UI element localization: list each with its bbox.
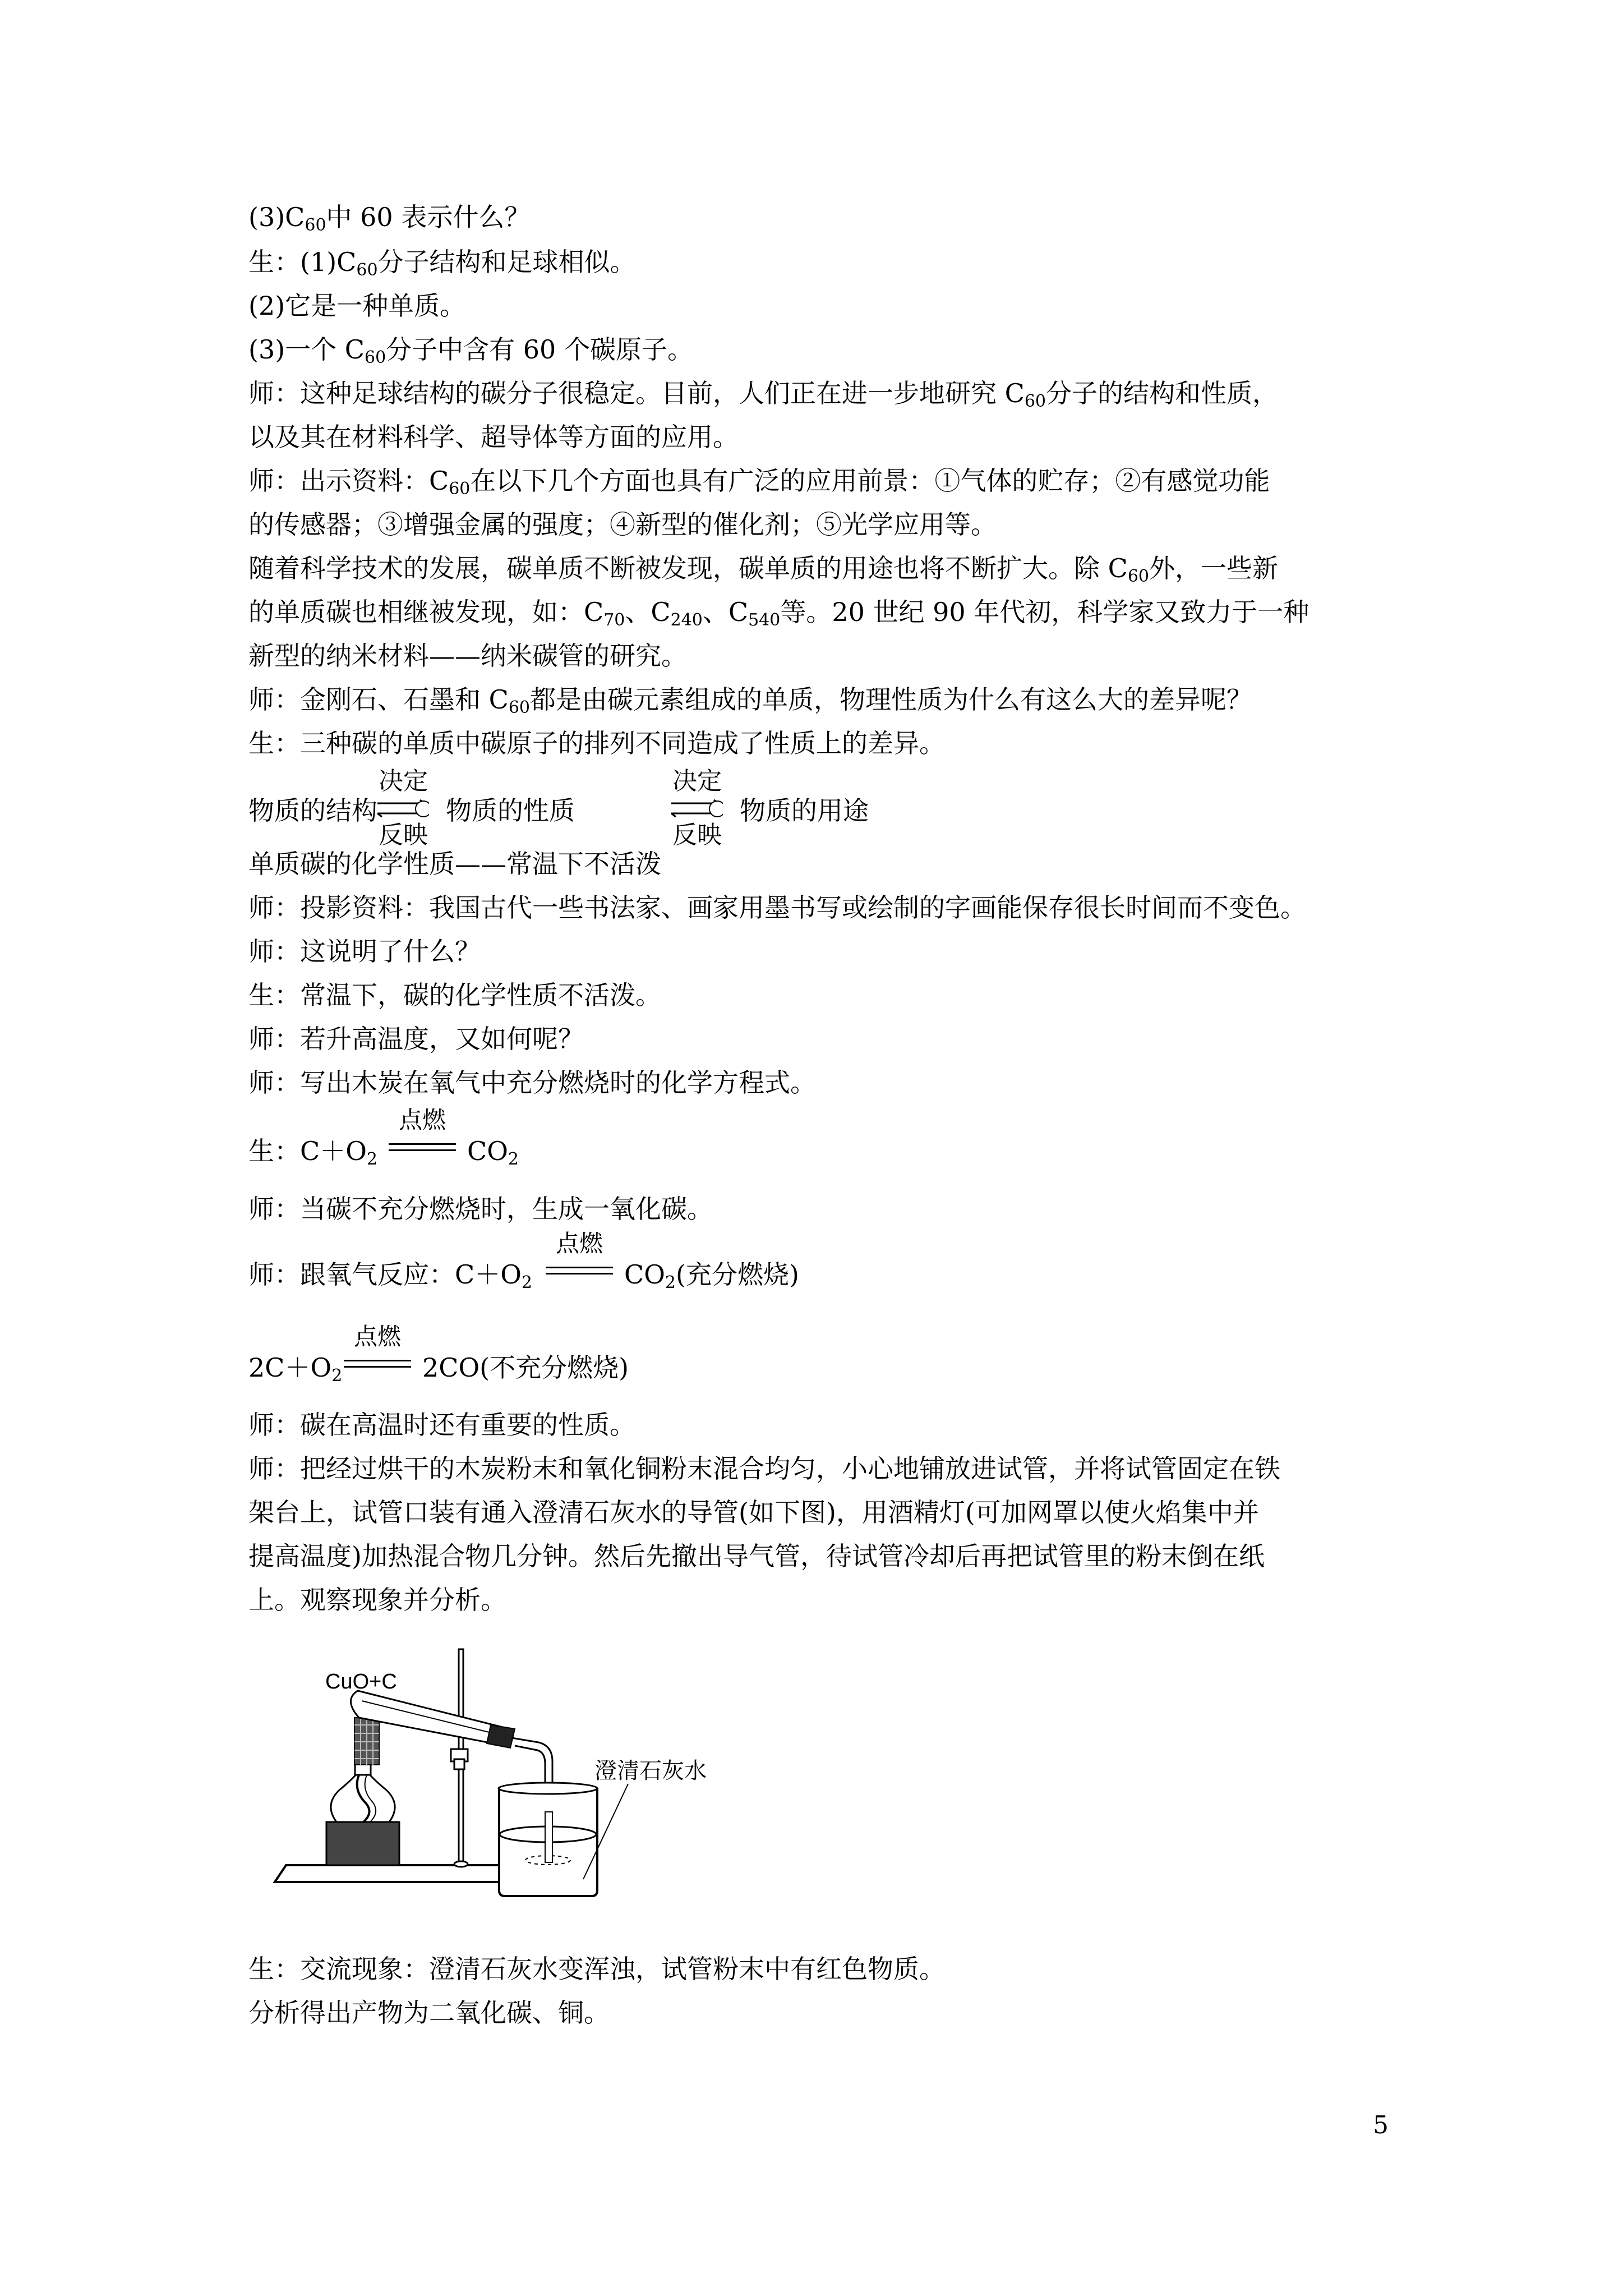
text-line: 师：出示资料：$C_{60}$在以下几个方面也具有广泛的应用前景：①气体的贮存；②有感觉功能	[248, 466, 1270, 499]
text-line: 师：写出木炭在氧气中充分燃烧时的化学方程式。	[248, 1068, 816, 1098]
text-line: 单质碳的化学性质——常温下不活泼	[248, 849, 661, 879]
text-line: 提高温度)加热混合物几分钟。然后先撤出导气管，待试管冷却后再把试管里的粉末倒在纸	[248, 1541, 1265, 1571]
structure-property-use-relation	[248, 769, 1034, 847]
text-line: 师：当碳不充分燃烧时，生成一氧化碳。	[248, 1194, 713, 1224]
text-line: 新型的纳米材料——纳米碳管的研究。	[248, 641, 687, 671]
text-line: 师：把经过烘干的木炭粉末和氧化铜粉末混合均匀，小心地铺放进试管，并将试管固定在铁	[248, 1453, 1280, 1484]
text-line: 的传感器；③增强金属的强度；④新型的催化剂；⑤光学应用等。	[248, 509, 997, 540]
relation-use: 物质的用途	[740, 795, 869, 826]
stopper	[487, 1725, 515, 1748]
equals-sign	[344, 1360, 411, 1368]
relation-decide-label: 决定	[379, 767, 428, 795]
label-cuo-c: CuO+C	[325, 1670, 397, 1694]
text-line: 生：交流现象：澄清石灰水变浑浊，试管粉末中有红色物质。	[248, 1954, 945, 1984]
stand-base	[275, 1865, 516, 1882]
label-limewater: 澄清石灰水	[594, 1758, 707, 1784]
alcohol-lamp	[331, 1774, 395, 1822]
text-line: 生：常温下，碳的化学性质不活泼。	[248, 980, 661, 1010]
condition-label: 点燃	[353, 1323, 401, 1350]
relation-reflect-label: 反映	[672, 821, 722, 849]
text-line: 分析得出产物为二氧化碳、铜。	[248, 1998, 610, 2028]
text-line: 以及其在材料科学、超导体等方面的应用。	[248, 422, 739, 452]
apparatus-figure	[269, 1644, 707, 1913]
equals-sign	[389, 1143, 456, 1151]
text-line: 师：投影资料：我国古代一些书法家、画家用墨书写或绘制的字画能保存很长时间而不变色。	[248, 892, 1306, 923]
text-line: (3)一个 $C_{60}$分子中含有 60 个碳原子。	[248, 334, 693, 367]
relation-decide-label: 决定	[672, 767, 722, 795]
double-arrow-icon	[373, 797, 429, 825]
relation-reflect-label: 反映	[379, 821, 428, 849]
text-line: 师：若升高温度，又如何呢？	[248, 1024, 584, 1054]
text-line: 随着科学技术的发展，碳单质不断被发现，碳单质的用途也将不断扩大。除 $C_{60}$外，一些新	[248, 553, 1279, 586]
text-line: 架台上，试管口装有通入澄清石灰水的导管(如下图)，用酒精灯(可加网罩以使火焰集中并	[248, 1497, 1259, 1527]
page-number: 5	[1373, 2111, 1389, 2139]
text-line: $(3)C_{60}$中 60 表示什么？	[248, 202, 531, 235]
text-line: 师：这说明了什么？	[248, 936, 481, 967]
wood-block	[326, 1822, 399, 1865]
equals-sign	[546, 1267, 613, 1274]
text-line: 的单质碳也相继被发现，如：$C_{70}$、$C_{240}$、$C_{540}$等。20 世纪 90 年代初，科学家又致力于一种	[248, 597, 1310, 630]
text-line: 生：$(1)C_{60}$分子结构和足球相似。	[248, 247, 636, 280]
double-arrow-icon	[667, 797, 723, 825]
relation-property: 物质的性质	[446, 795, 575, 826]
equation-full-burn: 师：跟氧气反应：$C+O_2$ 点燃 $CO_2$(充分燃烧)	[248, 1230, 799, 1292]
text-line: (2)它是一种单质。	[248, 291, 466, 321]
text-line: 师：碳在高温时还有重要的性质。	[248, 1410, 635, 1440]
text-line: 师：这种足球结构的碳分子很稳定。目前，人们正在进一步地研究 $C_{60}$分子的结构和性质，	[248, 378, 1279, 411]
equation-partial-burn: $2C+O_2$ 点燃 2CO(不充分燃烧)	[248, 1323, 629, 1386]
condition-label: 点燃	[555, 1230, 603, 1257]
text-line: 师：金刚石、石墨和 $C_{60}$都是由碳元素组成的单质，物理性质为什么有这么大的差异呢？	[248, 684, 1253, 717]
equation-complete-combustion: 生：$C+O_2$ 点燃 $CO_2$	[248, 1106, 519, 1169]
text-line: 上。观察现象并分析。	[248, 1585, 506, 1615]
relation-structure: 物质的结构	[248, 795, 377, 826]
text-line: 生：三种碳的单质中碳原子的排列不同造成了性质上的差异。	[248, 728, 945, 758]
condition-label: 点燃	[398, 1106, 446, 1134]
